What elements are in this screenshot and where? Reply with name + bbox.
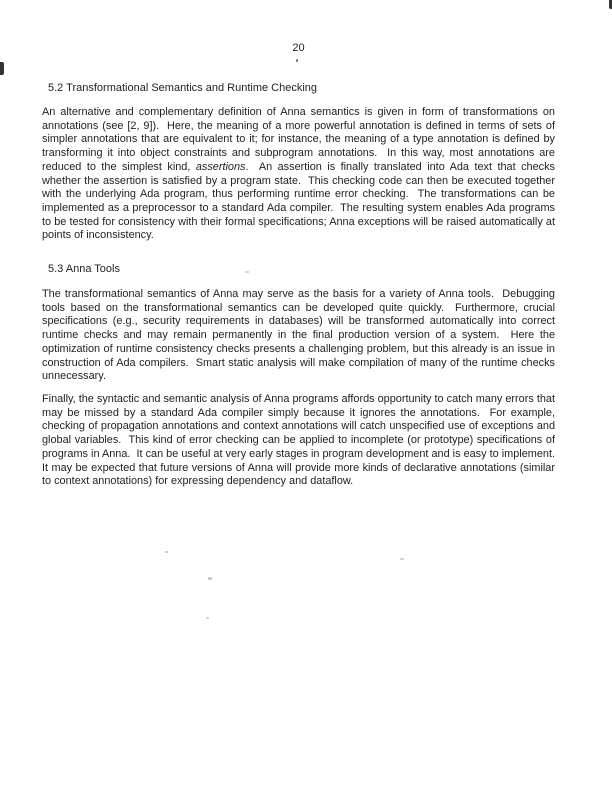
- text-run: An alternative and complementary definition of Anna semantics is given in form of transformations on annotations (see [2, 9]). Here, the meaning of a more powerful annotation is defined in terms of sets of simpler annotations that are equivalent to it; for instance, the meaning of a type annotation is defined by transforming it into object constraints and subprogram annotations. In this way, most annotations are reduced to the simplest kind,: [42, 106, 559, 173]
- scan-artifact-speck: [245, 271, 249, 273]
- paragraph-anna-tools-2: [42, 393, 562, 489]
- paragraph-transformational-semantics: [42, 106, 559, 243]
- page-number: 20: [292, 42, 305, 54]
- scan-artifact-speck: [400, 558, 404, 560]
- text-run: The transformational semantics of Anna may serve as the basis for a variety of Anna tools. Debugging tools based on the transformational semantics can be developed quite quickly. Furthermore, crucial specifications (e.g., security requirements in databases) will be transformed automatically into correct runtime checks and may remain permanently in the final production version of a system. Here the optimization of runtime consistency checks presents a challenging problem, but this already is an issue in construction of Ada compilers. Smart static analysis will make compilation of many of the runtime checks unnecessary.: [42, 288, 559, 383]
- scan-artifact-left-edge: [0, 62, 4, 75]
- text-run: Finally, the syntactic and semantic analysis of Anna programs affords opportunity to catch many errors that may be missed by a standard Ada compiler simply because it ignores the annotations. For example, checking of propagation annotations and context annotations will catch unspecified use of exceptions and global variables. This kind of error checking can be applied to incomplete (or prototype) specifications of programs in Anna. It can be useful at very early stages in program development and is easy to implement. It may be expected that future versions of Anna will provide more kinds of declarative annotations (similar to context annotations) for expressing dependency and dataflow.: [42, 393, 562, 488]
- section-heading-5-2: 5.2 Transformational Semantics and Runtime Checking: [48, 82, 318, 94]
- text-run-italic-assertions: assertions: [195, 160, 246, 173]
- scan-artifact-speck: [206, 617, 209, 619]
- scan-artifact-speck: [165, 551, 168, 553]
- section-heading-5-3: 5.3 Anna Tools: [48, 263, 120, 275]
- scan-artifact-dot: [296, 59, 298, 62]
- text-run: . An assertion is finally translated into Ada text that checks whether the assertion is satisfied by a program state. This checking code can then be executed together with the underlying Ada program, thus performing runtime error checking. The transformations can be implemented as a preprocessor to a standard Ada compiler. The resulting system enables Ada programs to be tested for consistency with their formal specifications; Anna exceptions will be raised automatically at points of inconsistency.: [42, 160, 559, 242]
- scan-artifact-speck: [208, 577, 212, 580]
- paragraph-anna-tools-1: [42, 288, 559, 384]
